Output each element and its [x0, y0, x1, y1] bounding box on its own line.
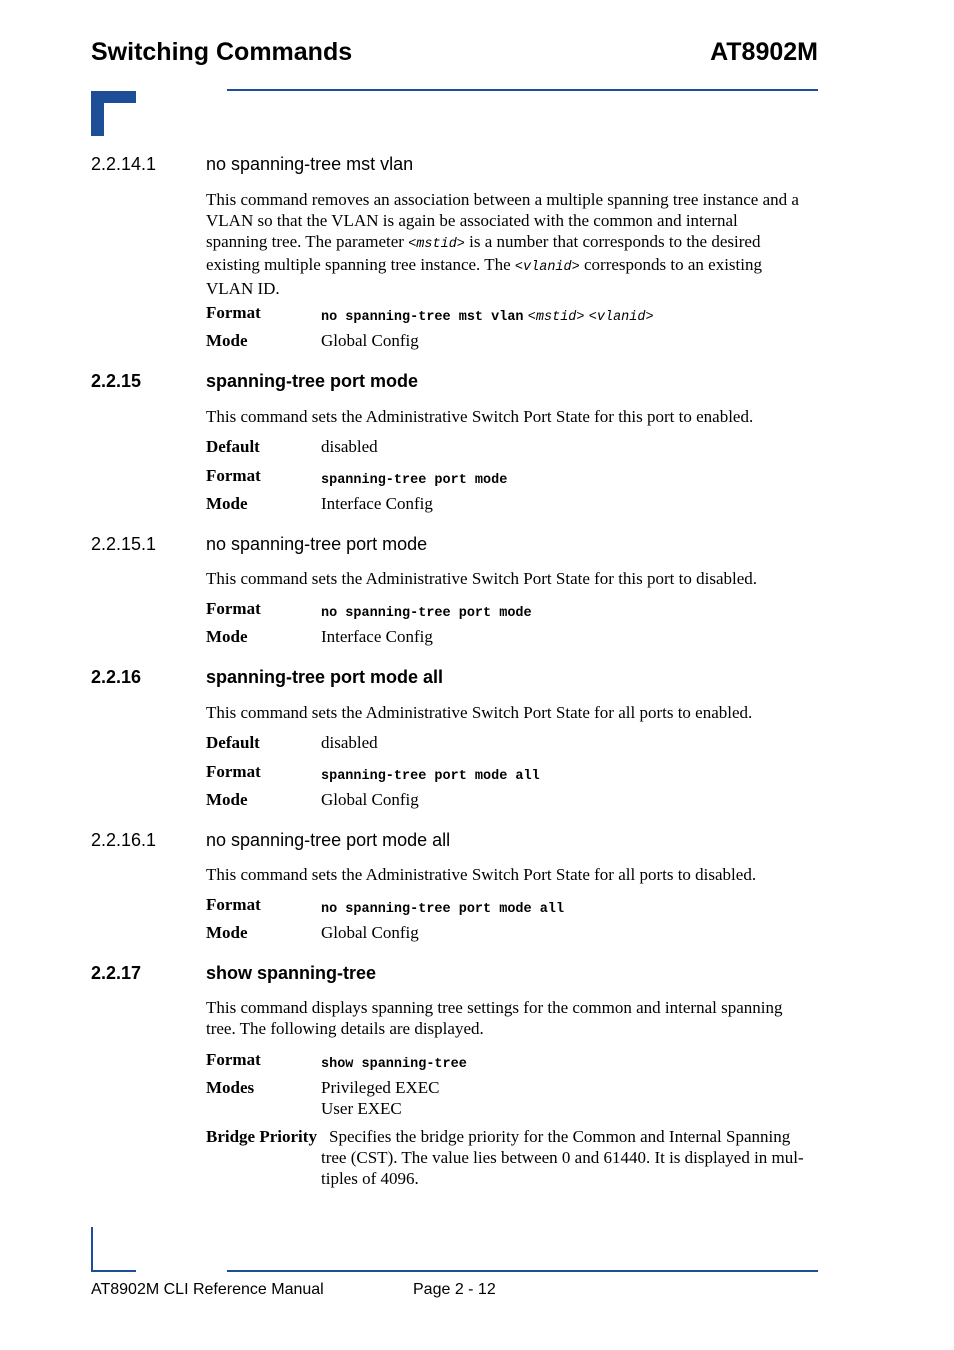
section-title: no spanning-tree port mode — [206, 534, 428, 554]
mode-label: Mode — [206, 790, 248, 809]
desc-line: tiples of 4096. — [321, 1168, 419, 1188]
para-line — [206, 232, 818, 256]
mode-item: User EXEC — [321, 1098, 402, 1118]
format-label: Format — [206, 466, 261, 485]
default-label: Default — [206, 437, 260, 456]
mode-item: Privileged EXEC — [321, 1078, 440, 1097]
para-text: existing multiple spanning tree instance. The — [206, 255, 511, 275]
default-value: disabled — [321, 733, 378, 752]
mode-label: Mode — [206, 494, 248, 513]
format-value — [321, 305, 654, 329]
command-text: no spanning-tree port mode all — [321, 902, 565, 917]
footer-rule — [227, 1270, 818, 1272]
format-value — [321, 468, 507, 492]
section-paragraph — [206, 190, 818, 300]
para-line — [206, 255, 818, 279]
section-title: spanning-tree port mode all — [206, 667, 444, 687]
header-product: AT8902M — [710, 38, 818, 66]
format-label: Format — [206, 599, 261, 618]
desc-line: tree (CST). The value lies between 0 and 61440. It is displayed in mul- — [321, 1147, 804, 1167]
header-rule — [227, 89, 818, 91]
bridge-priority-label: Bridge Priority — [206, 1127, 317, 1146]
default-label: Default — [206, 733, 260, 752]
para-line: This command displays spanning tree settings for the common and internal spanning — [206, 998, 783, 1017]
section-number: 2.2.15 — [91, 371, 142, 391]
mode-label: Mode — [206, 627, 248, 646]
footer-corner-horizontal — [91, 1270, 136, 1272]
format-value — [321, 1052, 467, 1076]
section-title: no spanning-tree mst vlan — [206, 154, 414, 174]
format-label: Format — [206, 762, 261, 781]
param-vlanid: <vlanid> — [588, 310, 654, 325]
format-value — [321, 897, 564, 921]
section-title: spanning-tree port mode — [206, 371, 419, 391]
section-paragraph — [206, 998, 818, 1040]
mode-value: Interface Config — [321, 494, 433, 513]
mode-value: Interface Config — [321, 627, 433, 646]
desc-line: Specifies the bridge priority for the Common and Internal Spanning — [329, 1127, 791, 1146]
section-number: 2.2.15.1 — [91, 534, 157, 554]
default-value: disabled — [321, 437, 378, 456]
para-text: spanning tree. The parameter — [206, 231, 404, 251]
section-number: 2.2.16 — [91, 667, 142, 687]
mode-value: Global Config — [321, 790, 419, 809]
format-label: Format — [206, 1050, 261, 1069]
section-paragraph: This command sets the Administrative Switch Port State for all ports to disabled. — [206, 865, 757, 884]
section-paragraph: This command sets the Administrative Switch Port State for this port to disabled. — [206, 569, 758, 588]
footer-manual-title: AT8902M CLI Reference Manual — [91, 1281, 324, 1298]
para-text: is a number that corresponds to the desired — [469, 231, 761, 251]
para-line: VLAN so that the VLAN is again be associated with the common and internal — [206, 210, 738, 230]
format-value — [321, 601, 532, 625]
header-corner-vertical — [91, 91, 104, 136]
para-line: tree. The following details are displayed. — [206, 1018, 484, 1038]
para-line: VLAN ID. — [206, 279, 280, 299]
command-text: no spanning-tree port mode — [321, 606, 532, 621]
mode-value: Global Config — [321, 331, 419, 350]
section-title: show spanning-tree — [206, 963, 377, 983]
modes-label: Modes — [206, 1078, 255, 1097]
command-text: spanning-tree port mode all — [321, 769, 540, 784]
header-title: Switching Commands — [91, 38, 353, 66]
section-paragraph: This command sets the Administrative Switch Port State for all ports to enabled. — [206, 703, 753, 722]
format-value — [321, 764, 540, 788]
command-text: no spanning-tree mst vlan — [321, 310, 524, 325]
section-paragraph: This command sets the Administrative Switch Port State for this port to enabled. — [206, 407, 754, 426]
section-title: no spanning-tree port mode all — [206, 830, 451, 850]
mode-label: Mode — [206, 331, 248, 350]
param-mstid: <mstid> — [527, 310, 585, 325]
param-mstid: <mstid> — [408, 236, 465, 252]
modes-value — [321, 1078, 440, 1120]
section-number: 2.2.16.1 — [91, 830, 157, 850]
para-text: corresponds to an existing — [583, 255, 762, 275]
footer-corner-vertical — [91, 1227, 93, 1272]
command-text: show spanning-tree — [321, 1057, 467, 1072]
command-text: spanning-tree port mode — [321, 473, 508, 488]
param-vlanid: <vlanid> — [514, 260, 580, 276]
mode-value: Global Config — [321, 923, 419, 942]
footer-page-number: Page 2 - 12 — [413, 1281, 496, 1298]
format-label: Format — [206, 303, 261, 322]
mode-label: Mode — [206, 923, 248, 942]
format-label: Format — [206, 895, 261, 914]
para-line: This command removes an association between a multiple spanning tree instance and a — [206, 190, 799, 209]
section-number: 2.2.14.1 — [91, 154, 157, 174]
section-number: 2.2.17 — [91, 963, 142, 983]
bridge-priority-description — [321, 1127, 818, 1189]
